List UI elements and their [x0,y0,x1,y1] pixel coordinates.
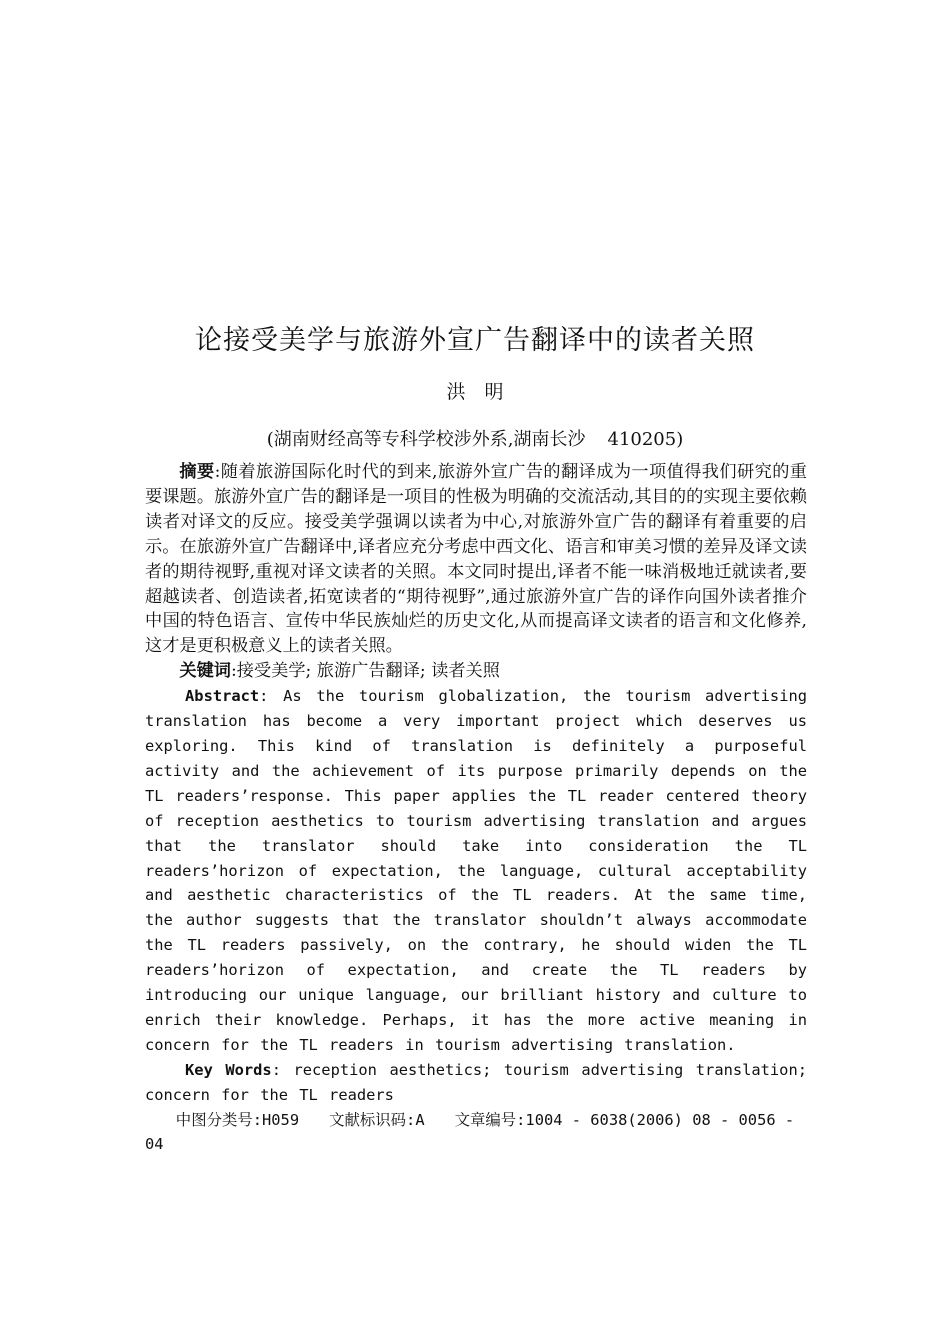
affiliation-postcode: 410205) [607,429,684,450]
english-keywords-text: : reception aesthetics; tourism advertising translation; concern for the TL readers [145,1060,807,1104]
author-affiliation [0,425,950,451]
abstract-section [145,460,807,1157]
chinese-abstract-label: 摘要 [179,462,215,482]
affiliation-text: (湖南财经高等专科学校涉外系,湖南长沙 [266,429,586,450]
english-keywords-label: Key Words [185,1060,272,1079]
paper-title: 论接受美学与旅游外宣广告翻译中的读者关照 [195,325,755,356]
chinese-keywords [145,659,807,684]
english-abstract [145,684,807,1058]
chinese-keywords-label: 关键词 [179,661,231,682]
english-abstract-label: Abstract [185,687,260,706]
document-code: 文献标识码:A [329,1110,425,1129]
chinese-keywords-text: :接受美学; 旅游广告翻译; 读者关照 [230,661,500,682]
author-name: 洪 明 [446,381,504,403]
clc-number: 中图分类号:H059 [175,1110,300,1129]
english-keywords [145,1058,807,1108]
english-abstract-text: : As the tourism globalization, the tourism advertising translation has become a very important project which deserves us exploring. This kind of translation is definitely a purposeful activity and the achievement of its purpose primarily depends on the TL readers’response. This paper applies the TL reader centered theory of reception aesthetics to tourism advertising translation and argues that the translator should take into consideration the TL readers’horizon of expectation, the language, cultural acceptability and aesthetic characteristics of the TL readers. At the same time, the author suggests that the translator shouldn’t always accommodate the TL readers passively, on the contrary, he should widen the TL readers’horizon of expectation, and create the TL readers by introducing our unique language, our brilliant history and culture to enrich their knowledge. Perhaps, it has the more active meaning in concern for the TL readers in tourism advertising translation. [145,687,807,1054]
classification-line [145,1108,807,1158]
chinese-abstract-text: :随着旅游国际化时代的到来,旅游外宣广告的翻译成为一项值得我们研究的重要课题。旅游外宣广告的翻译是一项目的性极为明确的交流活动,其目的的实现主要依赖读者对译文的反应。接受美学强调以读者为中心,对旅游外宣广告的翻译有着重要的启示。在旅游外宣广告翻译中,译者应充分考虑中西文化、语言和审美习惯的差异及译文读者的期待视野,重视对译文读者的关照。本文同时提出,译者不能一味消极地迁就读者,要超越读者、创造读者,拓宽读者的“期待视野”,通过旅游外宣广告的译作向国外读者推介中国的特色语言、宣传中华民族灿烂的历史文化,从而提高译文读者的语言和文化修养,这才是更积极意义上的读者关照。 [145,462,807,657]
article-number: 文章编号:1004 - 6038(2006) 08 - 0056 - 04 [145,1110,795,1154]
chinese-abstract [145,460,807,659]
